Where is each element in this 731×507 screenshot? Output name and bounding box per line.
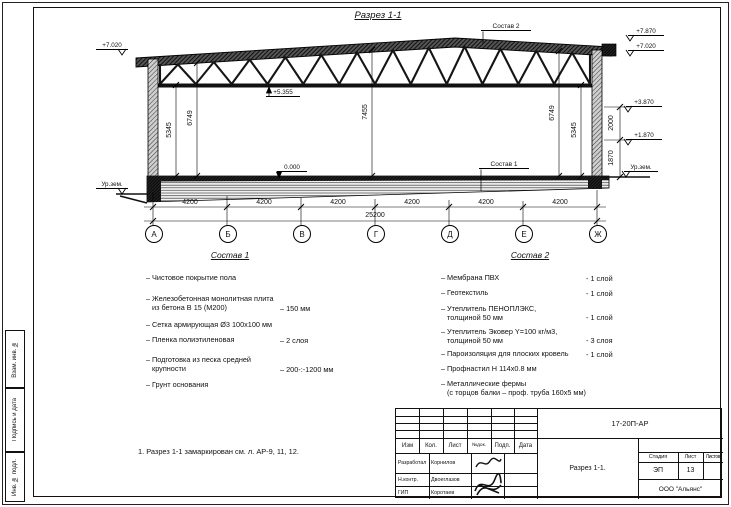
dim-label: 6749	[549, 105, 556, 121]
elevation-mark: 0.000	[277, 164, 307, 172]
axis-bubble: В	[293, 225, 311, 243]
bullet: –	[441, 288, 446, 297]
title-block	[395, 408, 722, 498]
bullet: –	[146, 380, 151, 389]
foundation-right	[588, 176, 602, 189]
dim-label: 4200	[256, 199, 272, 206]
dim-label: 1870	[608, 150, 615, 166]
section-title: Разрез 1-1	[354, 10, 402, 21]
list-item-value: – 2 слоя	[280, 336, 309, 345]
list-item-value: - 1 слой	[586, 313, 613, 322]
tb-header-list: Лист	[448, 442, 462, 449]
tb-header-podp: Подп.	[494, 442, 511, 449]
list-item: – Пароизоляция для плоских кровель	[441, 349, 569, 358]
tb-role: Разработал	[398, 460, 427, 466]
signature-mark	[471, 471, 505, 499]
tb-stage-value: ЭП	[652, 467, 664, 474]
dim-label: 6749	[187, 110, 194, 126]
bullet: –	[146, 355, 151, 364]
axis-bubble: Б	[219, 225, 237, 243]
axis-bubble: Е	[515, 225, 533, 243]
wall-left	[148, 59, 158, 177]
wall-right	[592, 50, 602, 177]
list-item: – Чистовое покрытие пола	[146, 273, 237, 282]
tb-sheet-label: Лист	[684, 454, 697, 460]
elevation-mark: +7.020	[96, 42, 128, 50]
strip-label: Инв. № подл.	[12, 458, 18, 496]
roof-band	[136, 38, 612, 67]
sostav2-ref-label: Состав 2	[481, 23, 531, 31]
list-item: – Грунт основания	[146, 380, 209, 389]
elevation-mark: +7.020	[628, 43, 664, 51]
axis-bubble: Д	[441, 225, 459, 243]
list-item-value: - 1 слой	[586, 274, 613, 283]
tb-header-kol: Кол.	[425, 442, 437, 449]
list-item: – Сетка армирующая Ø3 100х100 мм	[146, 320, 273, 329]
dim-label: 4200	[404, 199, 420, 206]
tb-role: ГИП	[398, 489, 409, 496]
elevation-mark: +1.870	[626, 132, 662, 140]
list-item: – Пленка полиэтиленовая	[146, 335, 235, 344]
list-item-value: - 1 слой	[586, 350, 613, 359]
list-item: – Мембрана ПВХ	[441, 273, 500, 282]
axis-bubble: А	[145, 225, 163, 243]
tb-sheets-label: Листов	[705, 454, 721, 460]
bullet: –	[146, 335, 151, 344]
dim-label-total: 25200	[365, 212, 385, 219]
bullet: –	[146, 273, 151, 282]
ground-level-label: Ур.зем.	[96, 181, 128, 189]
dim-label: 4200	[478, 199, 494, 206]
tb-company: ООО "Альянс"	[658, 485, 703, 493]
tb-header-ndok: №док.	[471, 443, 487, 448]
elevation-mark: +5.355	[266, 89, 300, 97]
strip-label: Взам. инв. №	[12, 340, 18, 378]
ground-level-label: Ур.зем.	[624, 164, 658, 172]
dim-label: 4200	[330, 199, 346, 206]
bullet: –	[146, 294, 151, 303]
elevation-mark: +3.870	[626, 99, 662, 107]
tb-header-data: Дата	[518, 442, 533, 449]
tb-sheet-value: 13	[686, 467, 695, 474]
sheet-note: 1. Разрез 1-1 замаркирован см. л. АР-9, 11, 12.	[138, 447, 299, 456]
list-item-value: – 200-:-1200 мм	[280, 365, 334, 374]
dim-label: 7455	[362, 104, 369, 120]
list-item: – Железобетонная монолитная плита из бетона В 15 (М200)	[146, 294, 274, 312]
tb-role: Н.контр.	[398, 476, 418, 483]
roof-right-cap	[602, 44, 616, 56]
tb-doc-number: 17-20П-АР	[611, 419, 649, 428]
list-item: – Геотекстиль	[441, 288, 489, 297]
signature-mark	[473, 455, 503, 471]
tb-drawing-title: Разрез 1-1.	[569, 465, 606, 472]
tb-name: Коротаев	[431, 489, 455, 496]
bullet: –	[441, 349, 446, 358]
bullet: –	[441, 364, 446, 373]
list-item: – Профнастил Н 114х0.8 мм	[441, 364, 537, 373]
tb-name: Двоеглазов	[431, 476, 460, 483]
list-item: – Утеплитель Эковер Y=100 кг/м3, толщиной 50 мм	[441, 327, 558, 345]
sostav1-ref-label: Состав 1	[479, 161, 529, 169]
strip-label: Подпись и дата	[12, 398, 18, 442]
list-item: – Металлические фермы (с торцов балки – проф. труба 160х5 мм)	[441, 379, 586, 397]
bullet: –	[441, 273, 446, 282]
axis-bubble: Г	[367, 225, 385, 243]
axis-bubble: Ж	[589, 225, 607, 243]
ground-line-left	[116, 194, 149, 203]
dim-label: 4200	[182, 199, 198, 206]
bullet: –	[441, 327, 446, 336]
dim-label: 4200	[552, 199, 568, 206]
dim-label: 5345	[571, 122, 578, 138]
sostav1-title: Состав 1	[210, 250, 250, 260]
bullet: –	[441, 304, 446, 313]
bullet: –	[146, 320, 151, 329]
tb-stage-label: Стадия	[648, 454, 668, 460]
dim-label: 5345	[166, 122, 173, 138]
list-item-value: - 3 слоя	[586, 336, 613, 345]
tb-header-izm: Изм	[401, 442, 414, 449]
sostav2-title: Состав 2	[510, 250, 550, 260]
dim-label: 2000	[608, 115, 615, 131]
tb-name: Корнилов	[431, 460, 456, 466]
bullet: –	[441, 379, 446, 388]
elevation-mark: +7.870	[628, 28, 664, 36]
list-item: – Подготовка из песка средней крупности	[146, 355, 252, 373]
list-item-value: – 150 мм	[280, 304, 311, 313]
foundation-left	[147, 176, 161, 202]
list-item-value: - 1 слой	[586, 289, 613, 298]
list-item: – Утеплитель ПЕНОПЛЭКС, толщиной 50 мм	[441, 304, 537, 322]
